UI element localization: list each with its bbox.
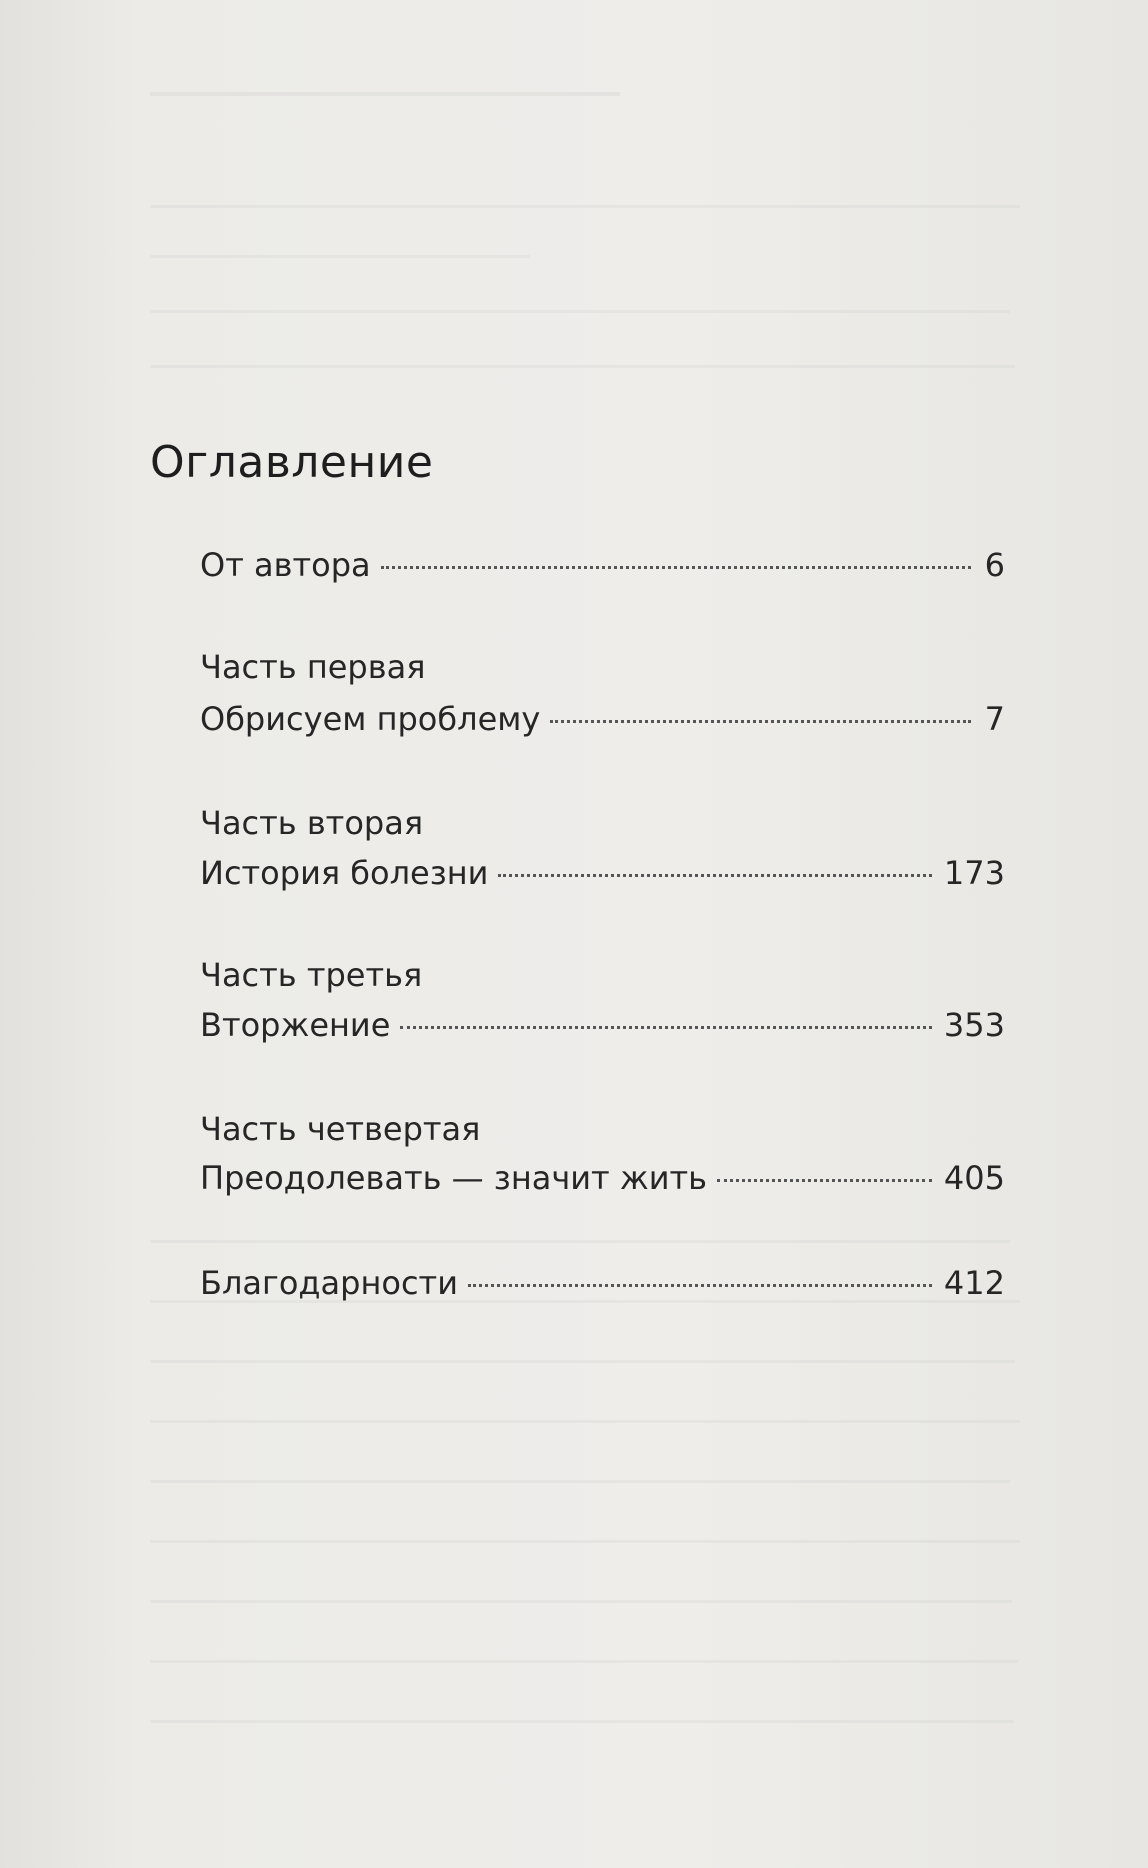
bleed-through-line: [150, 255, 530, 258]
toc-title: Оглавление: [150, 437, 434, 488]
toc-page-number: 173: [943, 854, 1005, 892]
toc-entry-title: История болезни: [200, 854, 489, 892]
toc-page-number: 6: [984, 546, 1005, 584]
bleed-through-line: [150, 310, 1010, 313]
toc-entry-title: От автора: [200, 546, 371, 584]
dot-leader: [550, 720, 971, 723]
toc-entry-title: Обрисуем проблему: [200, 700, 541, 738]
toc-entry[interactable]: [200, 1006, 1005, 1044]
bleed-through-line: [150, 365, 1015, 368]
bleed-through-line: [150, 1720, 1014, 1723]
toc-entry[interactable]: [200, 1264, 1005, 1302]
dot-leader: [468, 1284, 932, 1287]
dot-leader: [498, 874, 931, 877]
toc-page-number: 353: [943, 1006, 1005, 1044]
bleed-through-line: [150, 1540, 1020, 1543]
toc-part-label: Часть четвертая: [200, 1110, 481, 1148]
bleed-through-line: [150, 1420, 1020, 1423]
bleed-through-header: [150, 92, 620, 96]
toc-entry-title: Преодолевать — значит жить: [200, 1159, 707, 1197]
bleed-through-line: [150, 1480, 1010, 1483]
toc-entry[interactable]: [200, 1159, 1005, 1197]
toc-page-number: 405: [943, 1159, 1005, 1197]
toc-page-number: 412: [943, 1264, 1005, 1302]
bleed-through-line: [150, 205, 1020, 208]
toc-entry[interactable]: [200, 700, 1005, 738]
toc-page-number: 7: [984, 700, 1005, 738]
toc-part-label: Часть первая: [200, 648, 426, 686]
toc-entry-title: Вторжение: [200, 1006, 391, 1044]
dot-leader: [381, 566, 971, 569]
toc-part-label: Часть вторая: [200, 804, 424, 842]
bleed-through-line: [150, 1360, 1015, 1363]
dot-leader: [400, 1026, 932, 1029]
bleed-through-line: [150, 1240, 1010, 1243]
toc-part-label: Часть третья: [200, 956, 423, 994]
toc-entry[interactable]: [200, 546, 1005, 584]
bleed-through-line: [150, 1600, 1012, 1603]
toc-entry-title: Благодарности: [200, 1264, 458, 1302]
bleed-through-line: [150, 1660, 1018, 1663]
dot-leader: [717, 1179, 932, 1182]
toc-entry[interactable]: [200, 854, 1005, 892]
